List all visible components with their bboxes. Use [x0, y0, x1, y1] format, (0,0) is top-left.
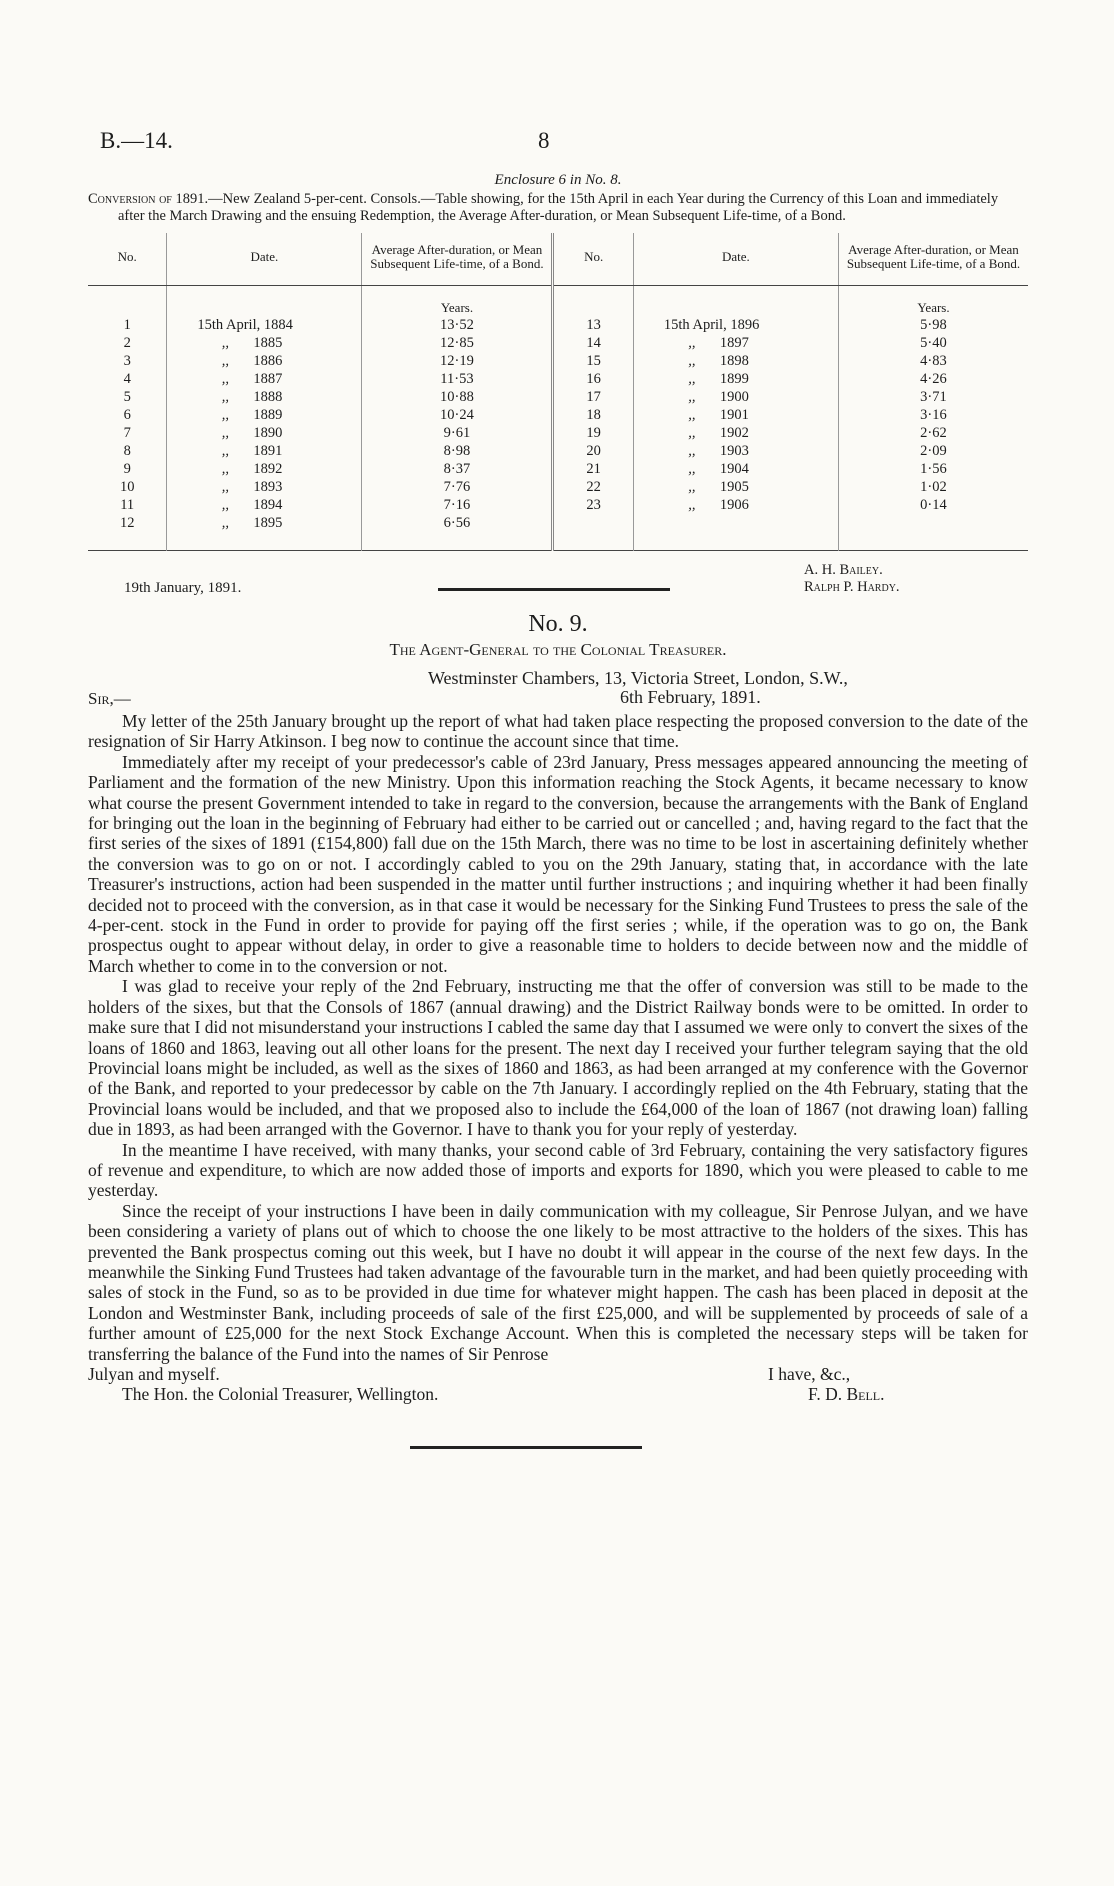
cell-years: 10·88 — [362, 388, 553, 406]
table-row — [88, 424, 1028, 442]
table-row — [88, 352, 1028, 370]
cell-years: 3·71 — [838, 388, 1028, 406]
unit-label: Years. — [362, 286, 553, 317]
cell-date: 15th April, 1896 — [633, 316, 838, 334]
signatories — [804, 562, 900, 596]
cell-date — [167, 406, 362, 424]
enclosure-heading: Enclosure 6 in No. 8. — [494, 172, 622, 188]
cell-date — [633, 442, 838, 460]
page-header — [88, 110, 1028, 170]
ditto-mark: ,, — [221, 371, 230, 387]
cell-no: 17 — [553, 388, 633, 406]
cell-date — [633, 352, 838, 370]
paragraph: Immediately after my receipt of your predecessor's cable of 23rd January, Press messages appeared announcing the meeting of Parliament and the formation of the new Ministry. Upon this information reaching the Stock Agents, it became necessary to know what course the present Government intended to take in regard to the conversion, because the arrangements with the Bank of England for bringing out the loan in the beginning of February had either to be carried out or cancelled ; and, having regard to the fact that the first series of the sixes of 1891 (£154,800) fall due on the 15th March, there was no time to be lost in ascertaining definitely whether the conversion was to go on or not. I accordingly cabled to you on the 29th January, stating that, in accordance with the late Treasurer's instructions, action had been suspended in the matter until further instructions ; and inquiring whether it had been finally decided not to proceed with the conversion, as in that case it would be necessary for the Sinking Fund Trustees to press the sale of the 4-per-cent. stock in the Fund in order to provide for paying off the first series ; while, if the operation was to go on, the Bank prospectus ought to appear without delay, in order to give a reasonable time to holders to decide between now and the middle of March whether to come in to the conversion or not. — [88, 751, 1028, 976]
cell-no: 12 — [119, 515, 135, 531]
cell-date — [167, 442, 362, 460]
cell-date — [633, 514, 838, 551]
letter-from-to: The Agent-General to the Colonial Treasurer. — [389, 640, 727, 659]
cell-years: 12·19 — [362, 352, 553, 370]
cell-no: 16 — [553, 370, 633, 388]
paragraph: My letter of the 25th January brought up the report of what had taken place respecting the proposed conversion to the date of the resignation of Sir Harry Atkinson. I beg now to continue the account since that time. — [88, 711, 1028, 752]
cell-no: 5 — [123, 389, 131, 405]
cell-date — [167, 352, 362, 370]
cell-no: 15 — [553, 352, 633, 370]
cell-date — [167, 370, 362, 388]
signatory-name: Ralph P. Hardy. — [804, 579, 900, 595]
caption-lead: Conversion of 1891. — [88, 191, 209, 207]
cell-no: 23 — [553, 496, 633, 514]
last-line: Julyan and myself. — [88, 1364, 220, 1384]
cell-years: 5·40 — [838, 334, 1028, 352]
cell-no: 21 — [553, 460, 633, 478]
cell-year: 1906 — [719, 497, 749, 513]
ditto-mark: ,, — [221, 335, 230, 351]
cell-year: 1888 — [253, 389, 283, 405]
cell-date — [167, 496, 362, 514]
caption-text: —New Zealand 5-per-cent. Consols.—Table showing, for the 15th April in each Year during the Currency of this Loan and immediately after the March Drawing and the ensuing Redemption, the Average After-duration, or Mean Subsequent Life-time, of a Bond. — [118, 191, 999, 224]
table-caption — [88, 191, 1028, 225]
cell-no: 3 — [123, 353, 131, 369]
cell-no: 8 — [123, 443, 131, 459]
cell-no: 18 — [553, 406, 633, 424]
cell-no: 7 — [123, 425, 131, 441]
letter-date: 6th February, 1891. — [620, 687, 761, 707]
ditto-mark: ,, — [688, 443, 696, 459]
cell-date — [167, 424, 362, 442]
cell-year: 1904 — [719, 461, 749, 477]
ditto-mark: ,, — [688, 461, 696, 477]
cell-years: 2·62 — [838, 424, 1028, 442]
cell-date — [633, 406, 838, 424]
cell-no: 13 — [553, 316, 633, 334]
cell-years: 2·09 — [838, 442, 1028, 460]
cell-no: 10 — [119, 479, 135, 495]
cell-year: 1893 — [253, 479, 283, 495]
letter-closing — [88, 1364, 1028, 1404]
table-row — [88, 370, 1028, 388]
cell-date — [633, 460, 838, 478]
cell-year: 1891 — [253, 443, 283, 459]
ditto-mark: ,, — [688, 353, 696, 369]
table-body — [88, 286, 1028, 551]
paragraph: I was glad to receive your reply of the 2nd February, instructing me that the offer of conversion was still to be made to the holders of the sixes, but that the Consols of 1867 (annual drawing) and the District Railway bonds were to be omitted. In order to make sure that I did not misunderstand your instructions I cabled the same day that I assumed we were only to convert the sixes of the loans of 1860 and 1863, leaving out all other loans for the present. The next day I received your further telegram saying that the old Provincial loans might be included, as well as the sixes of 1860 and 1863, as had been arranged at my conference with the Governor of the Bank, and reported to your predecessor by cable on the 7th January. I accordingly replied on the 4th February, stating that the Provincial loans would be included, and that we proposed also to include the £64,000 of the loan of 1867 (not drawing loan) falling due in 1893, as had been arranged with the Governor. I have to thank you for your reply of yesterday. — [88, 976, 1028, 1140]
table-row — [88, 514, 1028, 551]
cell-no — [553, 514, 633, 551]
salutation-line — [88, 689, 1028, 711]
ditto-mark: ,, — [221, 515, 230, 531]
cell-no: 22 — [553, 478, 633, 496]
cell-year: 1898 — [719, 353, 749, 369]
cell-no: 19 — [553, 424, 633, 442]
letter-body — [88, 711, 1028, 1364]
cell-year: 1886 — [253, 353, 283, 369]
table-row — [88, 460, 1028, 478]
ditto-mark: ,, — [688, 425, 696, 441]
cell-years: 7·16 — [362, 496, 553, 514]
cell-year: 1902 — [719, 425, 749, 441]
cell-years: 0·14 — [838, 496, 1028, 514]
ditto-mark: ,, — [221, 497, 230, 513]
ditto-mark: ,, — [221, 425, 230, 441]
cell-year: 1894 — [253, 497, 283, 513]
signatory-name: A. H. Bailey. — [804, 562, 883, 578]
ditto-mark: ,, — [221, 353, 230, 369]
cell-years: 4·26 — [838, 370, 1028, 388]
cell-year: 1889 — [253, 407, 283, 423]
cell-date — [167, 334, 362, 352]
conversion-table — [88, 233, 1028, 552]
table-row — [88, 316, 1028, 334]
cell-date — [167, 460, 362, 478]
ditto-mark: ,, — [688, 479, 696, 495]
unit-label: Years. — [838, 286, 1028, 317]
cell-years: 3·16 — [838, 406, 1028, 424]
cell-no: 20 — [553, 442, 633, 460]
cell-years: 4·83 — [838, 352, 1028, 370]
col-header-no: No. — [553, 233, 633, 286]
document-reference: B.—14. — [100, 128, 173, 153]
table-row — [88, 334, 1028, 352]
unit-row — [88, 286, 1028, 317]
end-divider — [410, 1446, 642, 1449]
cell-date — [633, 478, 838, 496]
ditto-mark: ,, — [688, 497, 696, 513]
cell-date — [167, 388, 362, 406]
cell-year: 1895 — [253, 515, 283, 531]
cell-year: 1900 — [719, 389, 749, 405]
cell-years: 13·52 — [362, 316, 553, 334]
ditto-mark: ,, — [221, 443, 230, 459]
col-header-years: Average After-duration, or Mean Subsequent Life-time, of a Bond. — [838, 233, 1028, 286]
cell-year: 1897 — [719, 335, 749, 351]
letter-address: Westminster Chambers, 13, Victoria Street, London, S.W., — [428, 668, 848, 688]
salutation: Sir,— — [88, 689, 131, 708]
col-header-date: Date. — [167, 233, 362, 286]
table-row — [88, 496, 1028, 514]
document-page — [88, 110, 1028, 1449]
cell-date — [167, 478, 362, 496]
ditto-mark: ,, — [688, 335, 696, 351]
table-header-row — [88, 233, 1028, 286]
cell-date — [633, 388, 838, 406]
cell-date — [633, 424, 838, 442]
cell-years: 10·24 — [362, 406, 553, 424]
cell-year: 1903 — [719, 443, 749, 459]
table-row — [88, 406, 1028, 424]
cell-years: 8·98 — [362, 442, 553, 460]
cell-date: 15th April, 1884 — [167, 316, 362, 334]
signature-date: 19th January, 1891. — [124, 580, 242, 596]
cell-no: 14 — [553, 334, 633, 352]
ditto-mark: ,, — [688, 407, 696, 423]
signature: F. D. Bell. — [808, 1384, 885, 1404]
closing-phrase: I have, &c., — [768, 1364, 851, 1384]
ditto-mark: ,, — [221, 407, 230, 423]
cell-date — [633, 370, 838, 388]
ditto-mark: ,, — [221, 479, 230, 495]
cell-years: 12·85 — [362, 334, 553, 352]
cell-years: 1·02 — [838, 478, 1028, 496]
cell-years — [838, 514, 1028, 551]
table-row — [88, 388, 1028, 406]
ditto-mark: ,, — [688, 389, 696, 405]
cell-year: 1887 — [253, 371, 283, 387]
ditto-mark: ,, — [688, 371, 696, 387]
cell-no: 11 — [120, 497, 135, 513]
page-number: 8 — [538, 128, 550, 153]
table-signature — [88, 558, 1028, 616]
cell-year: 1885 — [253, 335, 283, 351]
cell-years: 8·37 — [362, 460, 553, 478]
col-header-years: Average After-duration, or Mean Subsequent Life-time, of a Bond. — [362, 233, 553, 286]
cell-year: 1899 — [719, 371, 749, 387]
recipient: The Hon. the Colonial Treasurer, Wellington. — [122, 1384, 439, 1404]
table-row — [88, 478, 1028, 496]
cell-year: 1890 — [253, 425, 283, 441]
cell-years: 1·56 — [838, 460, 1028, 478]
table-row — [88, 442, 1028, 460]
cell-year: 1892 — [253, 461, 283, 477]
col-header-no: No. — [88, 233, 167, 286]
letter-number: No. 9. — [528, 611, 588, 637]
cell-no: 1 — [123, 317, 131, 333]
cell-years: 11·53 — [362, 370, 553, 388]
cell-years: 5·98 — [838, 316, 1028, 334]
cell-year: 1901 — [719, 407, 749, 423]
cell-date — [633, 496, 838, 514]
cell-date — [633, 334, 838, 352]
paragraph: Since the receipt of your instructions I have been in daily communication with my colleague, Sir Penrose Julyan, and we have been considering a variety of plans out of which to choose the one likely to be most attractive to the holders of the sixes. This has prevented the Bank prospectus coming out this week, but I have no doubt it will appear in the course of the next few days. In the meanwhile the Sinking Fund Trustees had taken advantage of the favourable turn in the market, and had been quietly proceeding with sales of stock in the Fund, so as to be provided in due time for whatever might happen. The cash has been placed in deposit at the London and Westminster Bank, including proceeds of sale of the first £25,000, and will be supplemented by proceeds of sale of a further amount of £25,000 for the next Stock Exchange Account. When this is completed the necessary steps will be taken for transferring the balance of the Fund into the names of Sir Penrose — [88, 1200, 1028, 1364]
ditto-mark: ,, — [221, 461, 230, 477]
cell-date — [167, 514, 362, 551]
ditto-mark: ,, — [221, 389, 230, 405]
cell-years: 6·56 — [362, 514, 553, 551]
cell-no: 2 — [123, 335, 131, 351]
cell-years: 9·61 — [362, 424, 553, 442]
col-header-date: Date. — [633, 233, 838, 286]
cell-years: 7·76 — [362, 478, 553, 496]
cell-no: 9 — [123, 461, 131, 477]
cell-year: 1905 — [719, 479, 749, 495]
cell-no: 4 — [123, 371, 131, 387]
cell-no: 6 — [123, 407, 131, 423]
paragraph: In the meantime I have received, with many thanks, your second cable of 3rd February, containing the very satisfactory figures of revenue and expenditure, to which are now added those of imports and exports for 1890, which you were pleased to cable to me yesterday. — [88, 1139, 1028, 1201]
